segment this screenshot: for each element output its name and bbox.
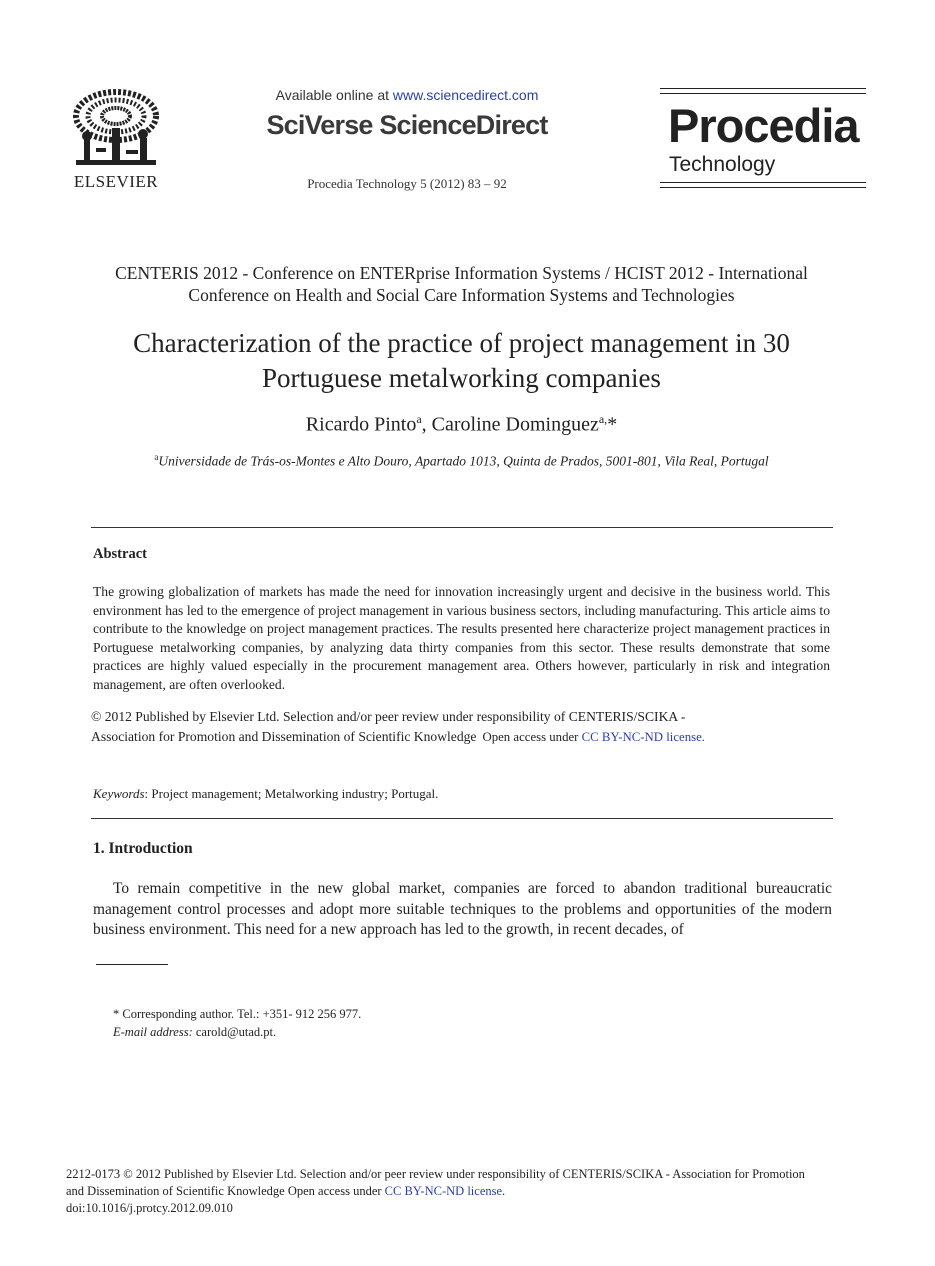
license-period: .	[701, 730, 705, 744]
keywords-label: Keywords	[93, 786, 145, 801]
author-separator: ,	[421, 413, 432, 436]
corresponding-mark: *	[607, 413, 618, 436]
sciencedirect-link[interactable]: www.sciencedirect.com	[392, 87, 539, 103]
abstract-text: The growing globalization of markets has made the need for innovation increasingly urgent and decisive in the business world. This environment has led to the emergence of project management in various business sectors, including manufacturing. This article aims to contribute to the knowledge on project management practices. The results presented here characterize project management practices in Portuguese metalworking companies, by analyzing data thirty companies from this sector. These results demonstrate that some practices are highly valued especially in the procurement management area. Others however, particularly in risk and integration management, are often overlooked.	[93, 584, 830, 692]
conference-line-1: CENTERIS 2012 - Conference on ENTERprise Information Systems / HCIST 2012 - International	[115, 263, 808, 283]
divider-top	[91, 527, 833, 528]
copyright-line-1: © 2012 Published by Elsevier Ltd. Selection and/or peer review under responsibility of CENTERIS/SCIKA -	[91, 709, 686, 724]
footer-open-access-label: Open access under	[287, 1184, 385, 1198]
conference-line-2: Conference on Health and Social Care Information Systems and Technologies	[188, 285, 735, 305]
procedia-logo-subtitle: Technology	[669, 153, 776, 176]
paper-title	[60, 326, 863, 396]
paper-title-line-1: Characterization of the practice of project management in 30	[133, 328, 790, 358]
procedia-logo-title: Procedia	[668, 99, 859, 152]
available-online-label: Available online at	[275, 87, 393, 103]
copyright-notice	[91, 707, 831, 747]
keywords-text: : Project management; Metalworking industry; Portugal.	[144, 786, 439, 801]
sciverse-logo: SciVerse ScienceDirect	[266, 110, 548, 140]
footnote	[113, 1006, 813, 1041]
keywords	[93, 786, 833, 802]
elsevier-tree-icon	[66, 88, 166, 170]
affiliation-text: Universidade de Trás-os-Montes e Alto Douro, Apartado 1013, Quinta de Prados, 5001-801, Vila Real, Portugal	[158, 453, 769, 469]
license-link[interactable]: CC BY-NC-ND license	[581, 730, 702, 744]
elsevier-wordmark: ELSEVIER	[73, 172, 159, 191]
author-1: Ricardo Pinto	[305, 413, 417, 436]
open-access-label: Open access under	[482, 730, 582, 744]
author-1-affiliation-mark: a	[416, 412, 422, 426]
conference-name	[60, 262, 863, 306]
copyright-line-2: Association for Promotion and Dissemination of Scientific Knowledge	[91, 729, 477, 744]
authors	[60, 412, 863, 437]
introduction-text: To remain competitive in the new global market, companies are forced to abandon traditional bureaucratic management control processes and adopt more suitable techniques to the problems and opportunities of the modern business environment. This need for a new approach has led to the growth, in recent decades, of	[93, 880, 832, 938]
footer-license-link[interactable]: CC BY-NC-ND license	[384, 1184, 503, 1198]
publication-footer	[66, 1166, 856, 1217]
journal-reference: Procedia Technology 5 (2012) 83 – 92	[307, 176, 507, 191]
corresponding-author-note: * Corresponding author. Tel.: +351- 912 256 977.	[113, 1007, 362, 1021]
introduction-heading: 1. Introduction	[93, 840, 193, 857]
elsevier-logo	[66, 88, 166, 190]
affiliation-mark: a	[154, 452, 159, 462]
author-2-affiliation-mark: a,	[598, 412, 608, 426]
abstract-heading: Abstract	[93, 546, 147, 562]
available-online	[230, 87, 584, 103]
footer-issn-line: 2212-0173 © 2012 Published by Elsevier Ltd. Selection and/or peer review under responsibility of CENTERIS/SCIKA - Association for Promotion	[66, 1167, 805, 1181]
divider-bottom	[91, 818, 833, 819]
doi[interactable]: doi:10.1016/j.protcy.2012.09.010	[66, 1201, 233, 1215]
affiliation	[60, 452, 863, 470]
author-2: Caroline Dominguez	[431, 413, 599, 436]
procedia-logo	[660, 88, 866, 190]
footer-line-2: and Dissemination of Scientific Knowledge	[66, 1184, 288, 1198]
footnote-rule	[96, 964, 168, 965]
footer-license-period: .	[502, 1184, 506, 1198]
email-address[interactable]: carold@utad.pt.	[192, 1024, 277, 1039]
paper-title-line-2: Portuguese metalworking companies	[262, 363, 661, 393]
email-label: E-mail address:	[113, 1024, 193, 1039]
